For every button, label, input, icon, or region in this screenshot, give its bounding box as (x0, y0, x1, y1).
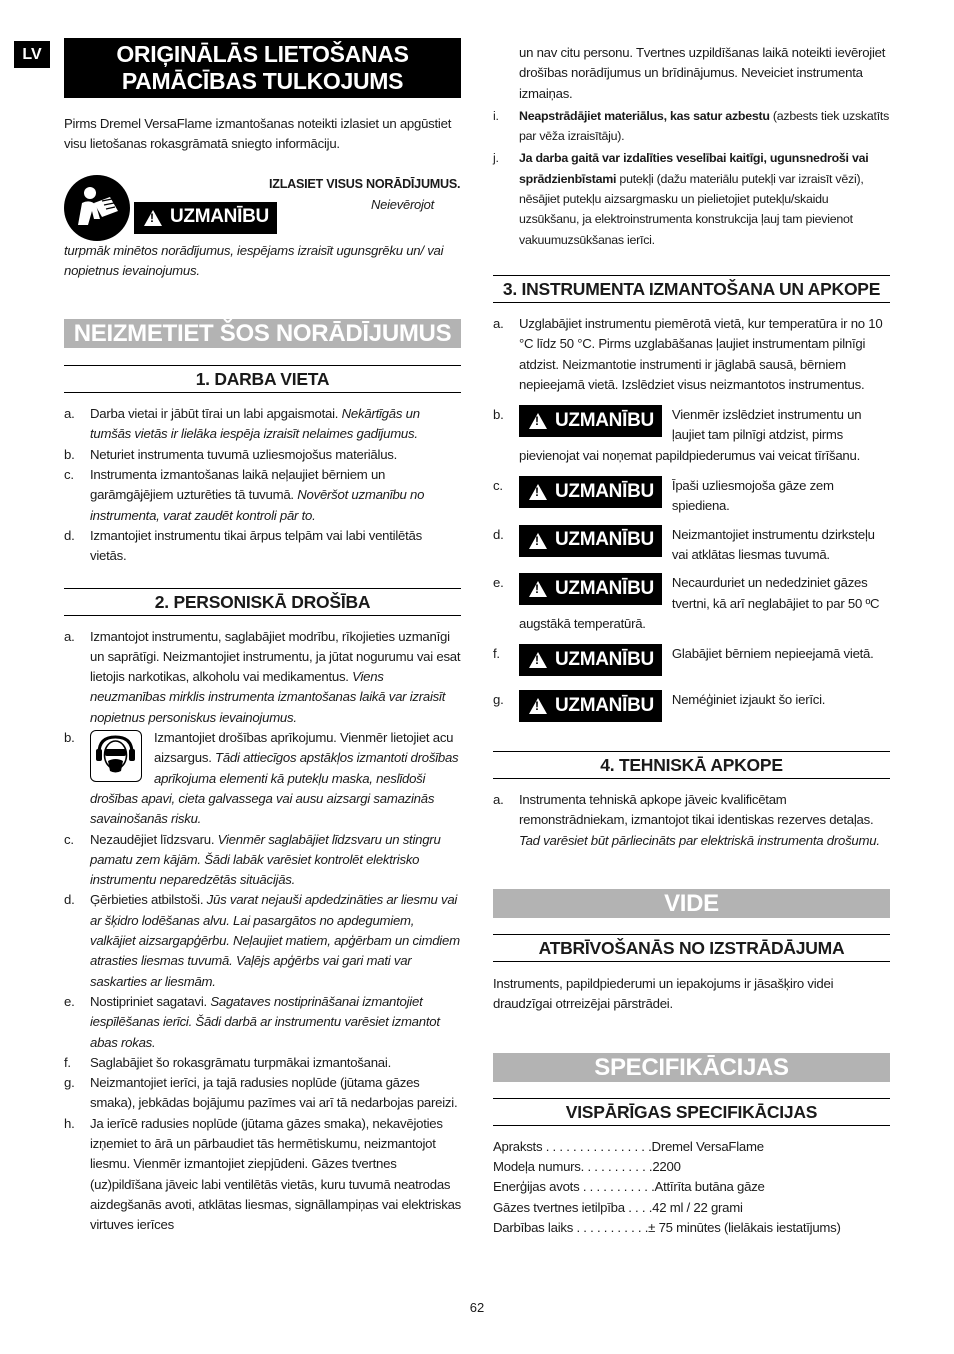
page-number: 62 (469, 1300, 485, 1315)
band-vide: VIDE (493, 889, 890, 918)
list-item: c. Instrumenta izmantošanas laikā neļaujiet bērniem un garāmgājējiem uzturēties tā tuvumā. Novēršot uzmanību no instrumenta, varat zaudēt kontroli pār to. (64, 467, 425, 523)
section-title-2: 2. PERSONISKĀ DROŠĪBA (64, 588, 461, 616)
warning-badge: ! UZMANĪBU (519, 525, 662, 557)
read-manual-icon (64, 175, 130, 241)
warning-italic: turpmāk minētos norādījumus, iespējams izraisīt ugunsgrēku un/ vai nopietnus ievainojumus. (64, 242, 444, 278)
section-title-4: 4. TEHNISKĀ APKOPE (493, 751, 890, 779)
warning-item: e. ! UZMANĪBU Necaurduriet un nededziniet gāzes tvertni, kā arī neglabājiet to par 50 ºC augstākā temperatūrā. (493, 573, 890, 634)
section-title-1: 1. DARBA VIETA (64, 365, 461, 393)
item-h-continued: un nav citu personu. Tvertnes uzpildīšanas laikā noteikti ievērojiet drošības norādījumus un brīdinājumus. Neveiciet instrumenta izmaiņas. (519, 45, 886, 101)
warning-triangle-icon (529, 581, 547, 597)
list-item: b. Izmantojiet drošības aprīkojumu. Vienmēr lietojiet acu aizsargus. Tādi attiecīgos apstākļos izmantoti drošības aprīkojuma elementi kā putekļu maska, neslīdoši drošības apavi, cieta galvassega vai ausu aizsargi samazinās savainošanās risku. (64, 730, 459, 827)
warning-triangle-icon (529, 484, 547, 500)
list-item: c. Nezaudējiet līdzsvaru. Vienmēr saglabājiet līdzsvaru un stingru pamatu zem kājām. Šādi labāk varēsiet kontrolēt elektrisko instrumentu neparedzētās situācijās. (64, 831, 441, 888)
list-item: e. Nostipriniet sagatavi. Sagataves nostiprināšanai izmantojiet iespīlēšanas ierīci. Šādi darbā ar instrumentu varēsiet izmantot abas rokas. (64, 993, 440, 1050)
band-specifications: SPECIFIKĀCIJAS (493, 1053, 890, 1082)
right-column (493, 43, 890, 1238)
section-2-list (64, 627, 461, 1236)
warning-header (64, 175, 461, 243)
list-item: i. Neapstrādājiet materiālus, kas satur azbestu (azbests tiek uzskatīts par vēža izraisītāju). (493, 108, 890, 144)
list-item: a. Uzglabājiet instrumentu piemērotā vietā, kur temperatūra ir no 10 °C līdz 50 °C. Pirms uzglabāšanas ļaujiet instrumentam pilnīgi atdzist. Neizmantotie instrumenti ir jāglabā sausā, bērniem nepieejamā vietā. Izslēdziet visus neizmantotos instrumentus. (493, 315, 883, 392)
spec-list (493, 1137, 890, 1238)
warning-triangle-icon (529, 652, 547, 668)
warning-triangle-icon (529, 698, 547, 714)
warning-triangle-icon (529, 533, 547, 549)
warning-item: c. ! UZMANĪBU Īpaši uzliesmojoša gāze zem spiediena. (493, 476, 890, 517)
safety-equipment-icon (90, 730, 142, 782)
intro-text: Pirms Dremel VersaFlame izmantošanas noteikti izlasiet un apgūstiet visu lietošanas rokasgrāmatā sniegto informāciju. (64, 116, 452, 152)
list-item: a. Instrumenta tehniskā apkope jāveic kvalificētam remonstrādniekam, izmantojot tikai identiskas rezerves detaļas. Tad varēsiet būt pārliecināts par elektriskā instrumenta drošumu. (493, 792, 880, 848)
section-3-list (493, 314, 890, 724)
warning-triangle-icon (144, 210, 162, 226)
section-4-list (493, 790, 890, 851)
list-item: b. Neturiet instrumenta tuvumā uzliesmojošus materiālus. (64, 446, 398, 462)
warning-badge: ! UZMANĪBU (519, 644, 662, 676)
spec-row: Apraksts . . . . . . . . . . . . . . . . Dremel VersaFlame (493, 1138, 764, 1154)
section-1-list (64, 404, 461, 566)
spec-row: Gāzes tvertnes ietilpība . . . . 42 ml / 22 grami (493, 1199, 743, 1215)
list-item: j. Ja darba gaitā var izdalīties veselībai kaitīgi, ugunsnedroši vai sprādzienbīstami putekļi (dažu materiālu putekļi var izraisīt vēzi), nēsājiet putekļu aizsargmasku un pielietojiet putekļu/skaidu uzsūkšanu, ja elektroinstrumenta konstrukcija ļauj tam pievienot vakuumuzsūkšanas ierīci. (493, 151, 869, 247)
warning-italic-start: Neievērojot (371, 196, 435, 212)
warning-item: b. ! UZMANĪBU Vienmēr izslēdziet instrumentu un ļaujiet tam pilnīgi atdzist, pirms pievienojat vai noņemat papildpiederumus vai veicat tīrīšanu. (493, 405, 890, 466)
list-item: d. Ģērbieties atbilstoši. Jūs varat nejauši apdedzināties ar liesmu vai ar šķidro lodēšanas alvu. Lai pasargātos no apdegumiem, valkājiet aizsargapģērbu. Neļaujiet matiem, apģērbam un cimdiem atrasties liesmas tuvumā. Vaļējs apģērbs vai gari mati var saskarties ar liesmām. (64, 892, 460, 989)
warning-badge: ! UZMANĪBU (519, 690, 662, 722)
warning-bold: IZLASIET VISUS NORĀDĪJUMUS. (269, 176, 461, 191)
band-title: NEIZMETIET ŠOS NORĀDĪJUMUS (64, 319, 461, 348)
list-item: f. Saglabājiet šo rokasgrāmatu turpmākai izmantošanai. (64, 1054, 391, 1070)
page-title: ORIĢINĀLĀS LIETOŠANAS PAMĀCĪBAS TULKOJUMS (64, 38, 461, 98)
section-title-3: 3. INSTRUMENTA IZMANTOŠANA UN APKOPE (493, 275, 890, 303)
warning-item: d. ! UZMANĪBU Neizmantojiet instrumentu dzirksteļu vai atklātas liesmas tuvumā. (493, 525, 890, 566)
list-item: g. Neizmantojiet ierīci, ja tajā radusies noplūde (jūtama gāzes smaka), jebkādas bojājumu pazīmes vai arī tā nedarbojas pareizi. (64, 1075, 458, 1111)
warning-badge: ! UZMANĪBU (519, 476, 662, 508)
warning-item: g. ! UZMANĪBU Neméģiniet izjaukt šo ierīci. (493, 690, 890, 724)
warning-badge: ! UZMANĪBU (134, 202, 277, 234)
warning-triangle-icon (529, 413, 547, 429)
language-tag: LV (14, 41, 50, 68)
list-item: a. Darba vietai ir jābūt tīrai un labi apgaismotai. Nekārtīgās un tumšās vietās ir lielāka iespēja izraisīt nelaimes gadījumus. (64, 406, 420, 442)
spec-row: Enerģijas avots . . . . . . . . . . . Attīrīta butāna gāze (493, 1179, 765, 1195)
left-column (64, 38, 461, 1235)
warning-item: f. ! UZMANĪBU Glabājiet bērniem nepieejamā vietā. (493, 644, 890, 678)
list-item: h. Ja ierīcē radusies noplūde (jūtama gāzes smaka), nekavējoties izņemiet to ārā un pārbaudiet tās hermētiskumu, neizmantojot liesmu. Vienmēr izmantojiet ziepjūdeni. Gāzes tvertnes (uz)pildīšana jāveic labi ventilētās vietās, kuru tuvumā neatrodas aizdegšanās avoti, atklātas liesmas, signāllampiņas vai elektriskas virtuves ierīces (64, 1115, 461, 1233)
section-title-specs: VISPĀRĪGAS SPECIFIKĀCIJAS (493, 1098, 890, 1126)
section-title-vide: ATBRĪVOŠANĀS NO IZSTRĀDĀJUMA (493, 934, 890, 962)
list-item: a. Izmantojot instrumentu, saglabājiet modrību, rīkojieties uzmanīgi un saprātīgi. Neizmantojiet instrumentu, ja jūtat nogurumu vai esat lietojis narkotikas, alkoholu vai medikamentus. Viens neuzmanības mirklis instrumenta izmantošanas laikā var izraisīt nopietnus personiskus ievainojumus. (64, 628, 461, 725)
spec-row: Modeļa numurs. . . . . . . . . . . 2200 (493, 1158, 681, 1174)
warning-badge: ! UZMANĪBU (519, 405, 662, 437)
list-item: d. Izmantojiet instrumentu tikai ārpus telpām vai labi ventilētās vietās. (64, 527, 422, 564)
warning-badge: ! UZMANĪBU (519, 573, 662, 605)
spec-row: Darbības laiks . . . . . . . . . . . ± 75 minūtes (lielākais iestatījums) (493, 1219, 841, 1235)
vide-text: Instruments, papildpiederumi un iepakojums ir jāsašķiro videi draudzīgai otrreizējai pārstrādei. (493, 976, 834, 1012)
